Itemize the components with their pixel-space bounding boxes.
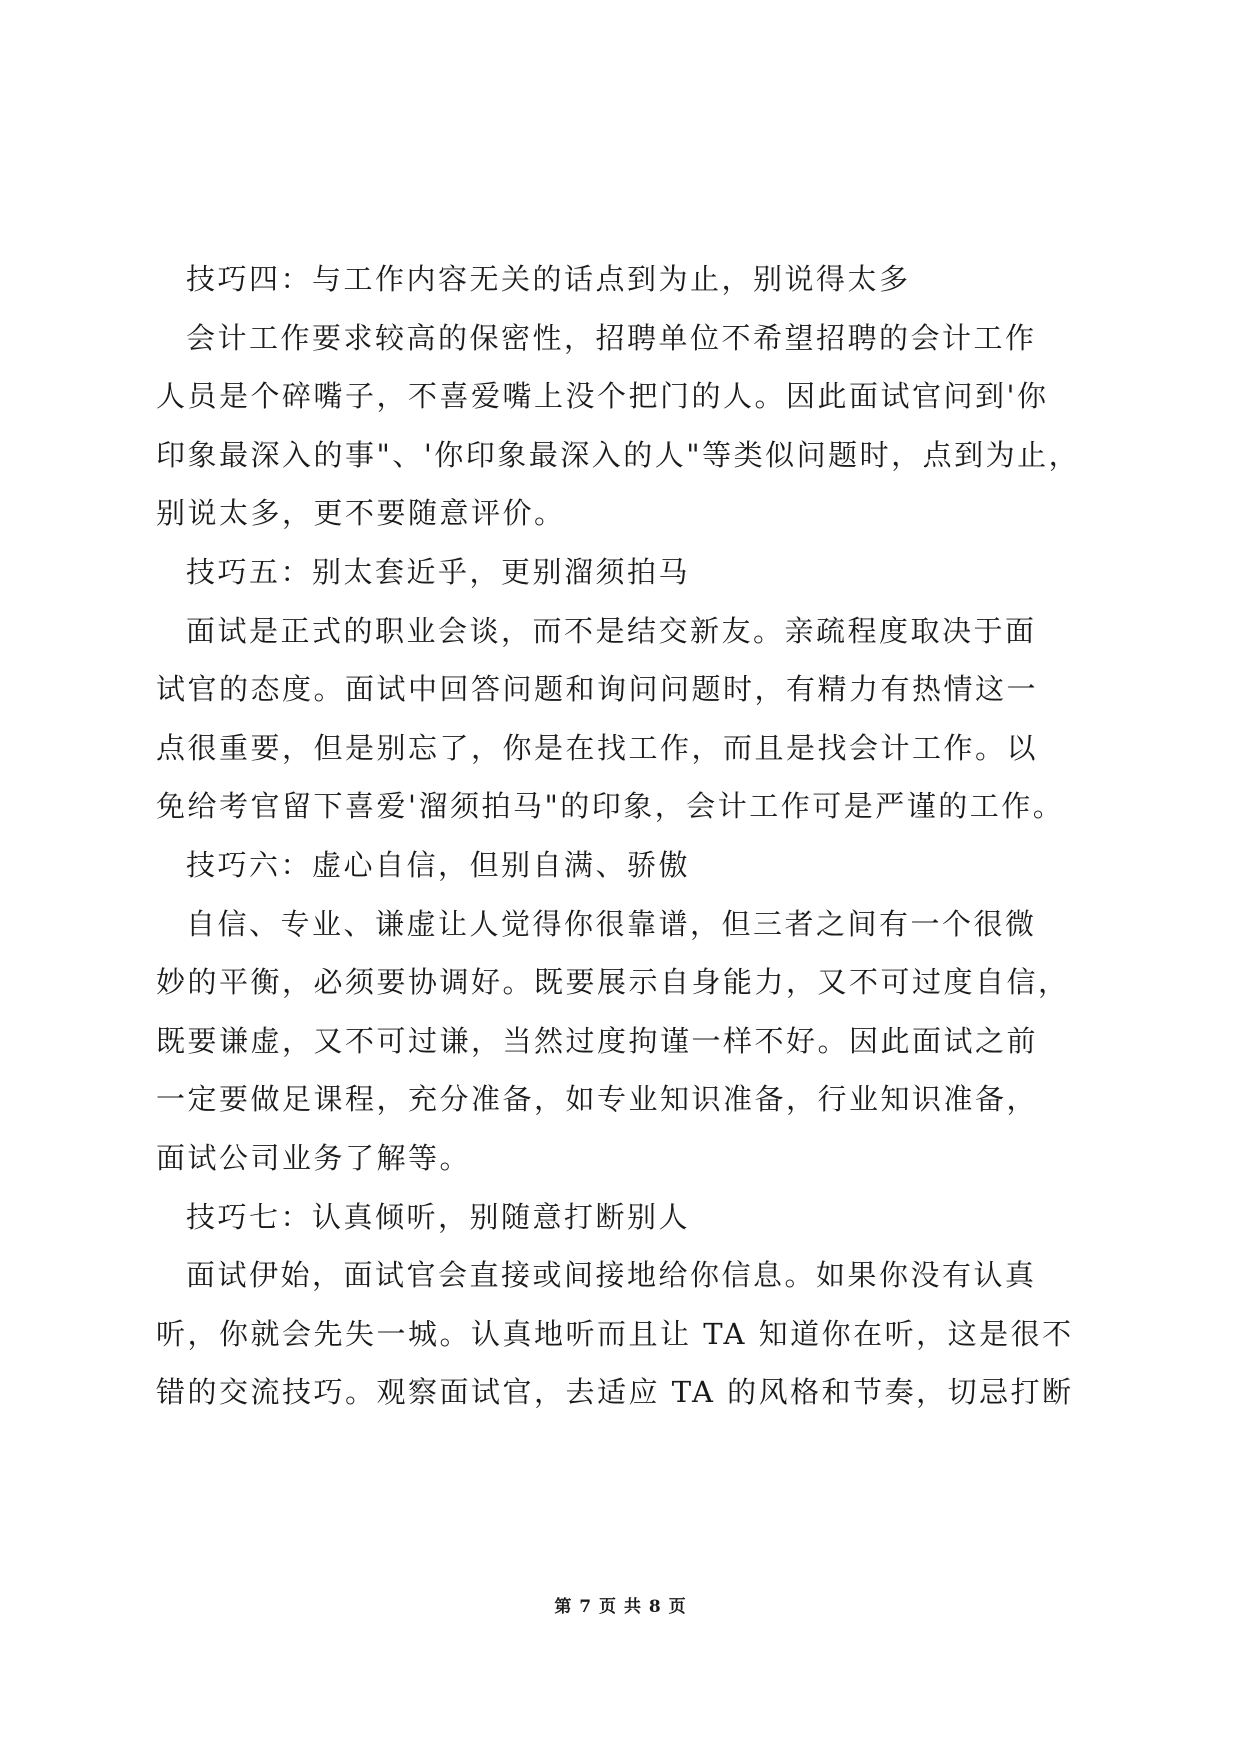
section-heading-tip-4: 技巧四：与工作内容无关的话点到为止，别说得太多	[186, 262, 911, 296]
paragraph-line: 免给考官留下喜爱'溜须拍马"的印象，会计工作可是严谨的工作。	[156, 789, 1065, 824]
paragraph-line: 点很重要，但是别忘了，你是在找工作，而且是找会计工作。以	[156, 730, 1039, 765]
paragraph-line: 印象最深入的事"、'你印象最深入的人"等类似问题时，点到为止，	[156, 437, 1081, 472]
paragraph-line: 听，你就会先失一城。认真地听而且让 TA 知道你在听，这是很不	[156, 1316, 1074, 1351]
paragraph-line: 别说太多，更不要随意评价。	[156, 496, 566, 531]
section-heading-tip-7: 技巧七：认真倾听，别随意打断别人	[186, 1199, 691, 1234]
paragraph-line: 面试伊始，面试官会直接或间接地给你信息。如果你没有认真	[186, 1258, 1037, 1293]
section-heading-tip-5: 技巧五：别太套近乎，更别溜须拍马	[186, 554, 691, 589]
paragraph-line: 面试是正式的职业会谈，而不是结交新友。亲疏程度取决于面	[186, 613, 1037, 648]
section-heading-tip-6: 技巧六：虚心自信，但别自满、骄傲	[186, 847, 691, 882]
paragraph-line: 一定要做足课程，充分准备，如专业知识准备，行业知识准备，	[156, 1082, 1039, 1117]
paragraph-line: 试官的态度。面试中回答问题和询问问题时，有精力有热情这一	[156, 672, 1039, 707]
page-number-footer: 第 7 页 共 8 页	[554, 1597, 687, 1617]
paragraph-line: 会计工作要求较高的保密性，招聘单位不希望招聘的会计工作	[186, 320, 1037, 355]
paragraph-line: 自信、专业、谦虚让人觉得你很靠谱，但三者之间有一个很微	[186, 906, 1037, 941]
paragraph-line: 错的交流技巧。观察面试官，去适应 TA 的风格和节奏，切忌打断	[156, 1375, 1074, 1410]
paragraph-line: 既要谦虚，又不可过谦，当然过度拘谨一样不好。因此面试之前	[156, 1023, 1039, 1058]
paragraph-line: 妙的平衡，必须要协调好。既要展示自身能力，又不可过度自信，	[156, 965, 1070, 1000]
document-body	[156, 250, 1096, 1422]
paragraph-line: 人员是个碎嘴子，不喜爱嘴上没个把门的人。因此面试官问到'你	[156, 379, 1049, 414]
paragraph-line: 面试公司业务了解等。	[156, 1140, 472, 1175]
